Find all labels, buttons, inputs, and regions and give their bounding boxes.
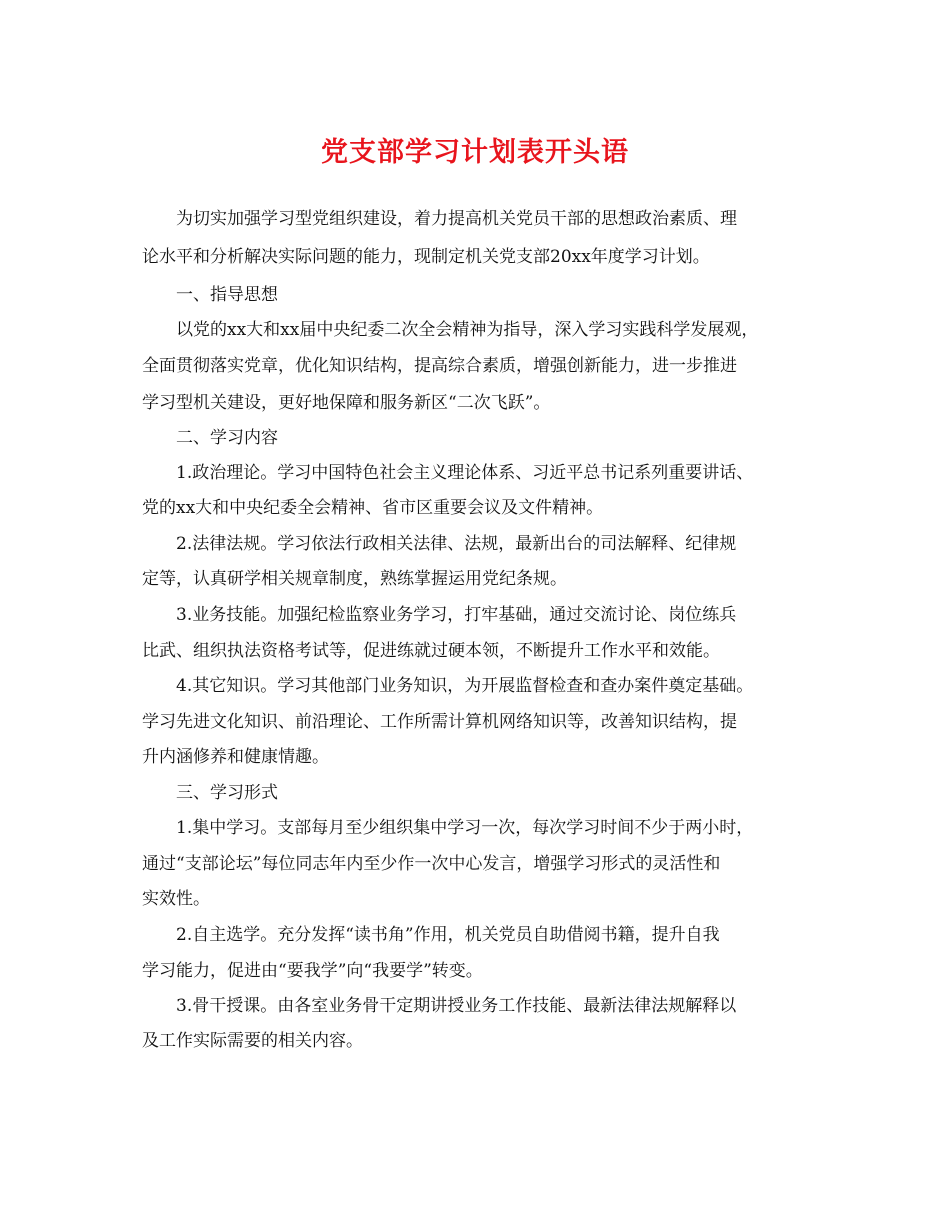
section-heading: 三、学习形式: [176, 783, 278, 803]
paragraph-line: 论水平和分析解决实际问题的能力，现制定机关党支部20xx年度学习计划。: [142, 247, 710, 267]
paragraph-line: 比武、组织执法资格考试等，促进练就过硬本领，不断提升工作水平和效能。: [142, 641, 720, 661]
paragraph-line: 1.集中学习。支部每月至少组织集中学习一次，每次学习时间不少于两小时，: [176, 818, 754, 838]
paragraph-line: 通过“支部论坛”每位同志年内至少作一次中心发言，增强学习形式的灵活性和: [142, 854, 721, 874]
paragraph-line: 实效性。: [142, 889, 210, 909]
paragraph-line: 2.法律法规。学习依法行政相关法律、法规，最新出台的司法解释、纪律规: [176, 534, 737, 554]
paragraph-line: 学习先进文化知识、前沿理论、工作所需计算机网络知识等，改善知识结构，提: [142, 712, 737, 732]
paragraph-line: 学习型机关建设，更好地保障和服务新区“二次飞跃”。: [142, 393, 551, 413]
paragraph-line: 1.政治理论。学习中国特色社会主义理论体系、习近平总书记系列重要讲话、: [176, 463, 754, 483]
paragraph-line: 2.自主选学。充分发挥“读书角”作用，机关党员自助借阅书籍，提升自我: [176, 925, 720, 945]
paragraph-line: 3.骨干授课。由各室业务骨干定期讲授业务工作技能、最新法律法规解释以: [176, 996, 737, 1016]
paragraph-line: 及工作实际需要的相关内容。: [142, 1031, 363, 1051]
paragraph-line: 学习能力，促进由“要我学”向“我要学”转变。: [142, 961, 483, 981]
paragraph-line: 全面贯彻落实党章，优化知识结构，提高综合素质，增强创新能力，进一步推进: [142, 356, 737, 376]
paragraph-line: 党的xx大和中央纪委全会精神、省市区重要会议及文件精神。: [142, 498, 604, 518]
section-heading: 二、学习内容: [176, 428, 278, 448]
document-title: 党支部学习计划表开头语: [321, 137, 629, 168]
paragraph-line: 4.其它知识。学习其他部门业务知识，为开展监督检查和查办案件奠定基础。: [176, 676, 754, 696]
section-heading: 一、指导思想: [176, 285, 278, 305]
paragraph-line: 为切实加强学习型党组织建设，着力提高机关党员干部的思想政治素质、理: [176, 209, 737, 229]
paragraph-line: 以党的xx大和xx届中央纪委二次全会精神为指导，深入学习实践科学发展观，: [176, 320, 759, 340]
paragraph-line: 定等，认真研学相关规章制度，熟练掌握运用党纪条规。: [142, 569, 567, 589]
paragraph-line: 3.业务技能。加强纪检监察业务学习，打牢基础，通过交流讨论、岗位练兵: [176, 605, 737, 625]
paragraph-line: 升内涵修养和健康情趣。: [142, 747, 329, 767]
